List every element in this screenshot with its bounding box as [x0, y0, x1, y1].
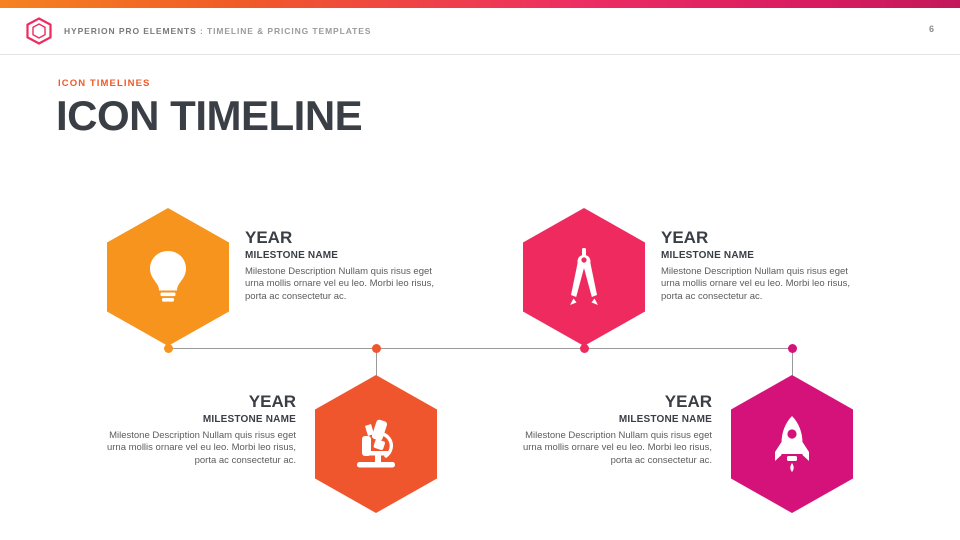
- milestone-hexagon-3[interactable]: [315, 375, 437, 513]
- milestone-desc-1: Milestone Description Nullam quis risus eget urna mollis ornare vel eu leo. Morbi leo risus, porta ac consectetur ac.: [245, 265, 435, 303]
- milestone-year-4: YEAR: [664, 392, 712, 411]
- milestone-text-3: [100, 392, 296, 468]
- milestone-name-2: MILESTONE NAME: [661, 249, 755, 261]
- milestone-year-3: YEAR: [248, 392, 296, 411]
- milestone-desc-2: Milestone Description Nullam quis risus eget urna mollis ornare vel eu leo. Morbi leo risus, porta ac consectetur ac.: [661, 265, 851, 303]
- milestone-hexagon-1[interactable]: [107, 208, 229, 346]
- lightbulb-icon: [145, 248, 191, 306]
- header-separator: :: [196, 26, 207, 36]
- microscope-icon: [349, 416, 403, 472]
- milestone-name-4: MILESTONE NAME: [618, 413, 712, 425]
- hexagon-cube-logo-icon: [26, 17, 52, 45]
- header-brand: HYPERION PRO ELEMENTS: [64, 26, 197, 36]
- milestone-year-1: YEAR: [245, 228, 293, 247]
- timeline-node-4[interactable]: [788, 344, 797, 353]
- milestone-hexagon-4[interactable]: [731, 375, 853, 513]
- timeline-axis: [168, 348, 792, 349]
- milestone-text-2: [661, 228, 857, 304]
- header-title: [64, 26, 371, 36]
- timeline-node-2[interactable]: [372, 344, 381, 353]
- page-number: 6: [928, 24, 934, 34]
- milestone-year-2: YEAR: [661, 228, 709, 247]
- milestone-name-1: MILESTONE NAME: [245, 249, 339, 261]
- slide-header: [0, 8, 960, 55]
- header-subtitle: TIMELINE & PRICING TEMPLATES: [207, 26, 372, 36]
- page-title: ICON TIMELINE: [56, 92, 363, 139]
- section-eyebrow: ICON TIMELINES: [58, 78, 151, 89]
- milestone-desc-4: Milestone Description Nullam quis risus eget urna mollis ornare vel eu leo. Morbi leo risus, porta ac consectetur ac.: [522, 429, 712, 467]
- milestone-name-3: MILESTONE NAME: [202, 413, 296, 425]
- milestone-text-4: [516, 392, 712, 468]
- rocket-icon: [770, 414, 814, 474]
- milestone-hexagon-2[interactable]: [523, 208, 645, 346]
- milestone-text-1: [245, 228, 441, 304]
- compass-divider-icon: [562, 246, 606, 308]
- top-gradient-bar: [0, 0, 960, 8]
- milestone-desc-3: Milestone Description Nullam quis risus eget urna mollis ornare vel eu leo. Morbi leo risus, porta ac consectetur ac.: [106, 429, 296, 467]
